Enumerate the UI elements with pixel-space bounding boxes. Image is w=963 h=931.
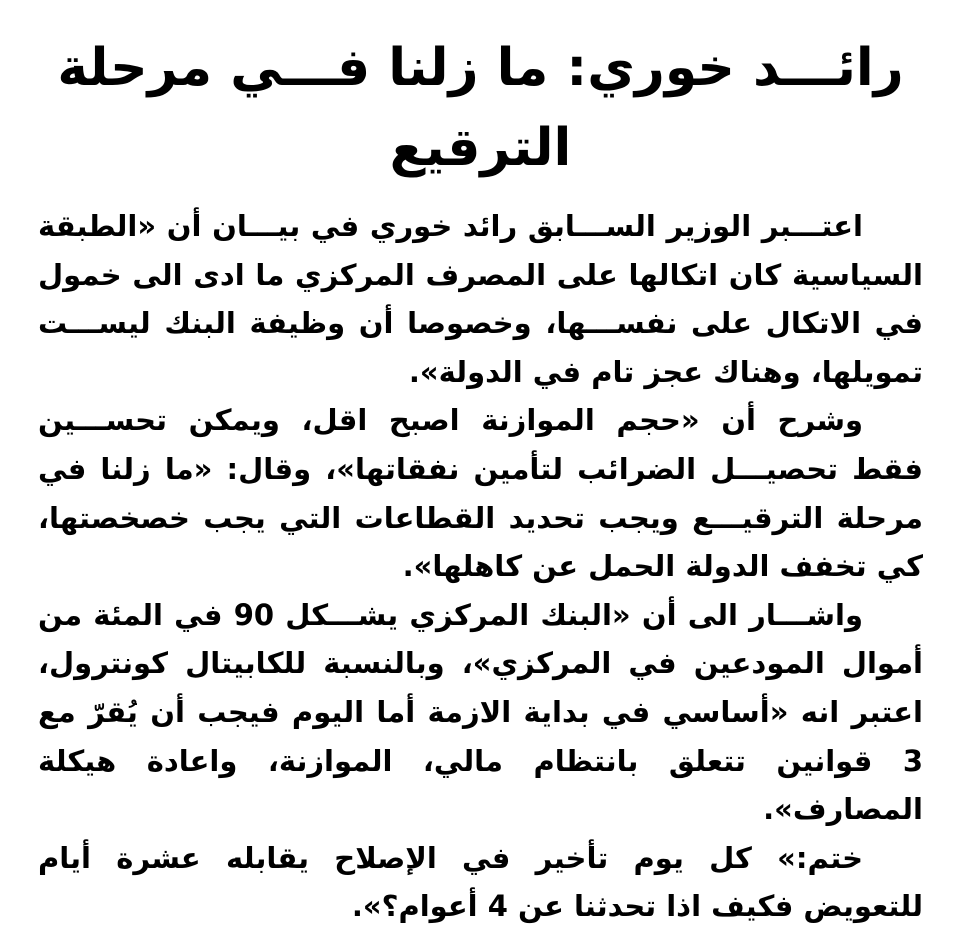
article-paragraph: وشرح أن «حجم الموازنة اصبح اقل، ويمكن تحســـين فقط تحصيـــل الضرائب لتأمين نفقاتها»، وقال: «ما زلنا في مرحلة الترقيـــع ويجب تحديد القطاعات التي يجب خصخصتها، كي تخفف الدولة الحمل عن كاهلها». (38, 403, 923, 584)
article-headline: رائـــد خوري: ما زلنا فـــي مرحلة الترقيع (57, 38, 904, 178)
news-article (38, 28, 923, 931)
article-paragraph: واشـــار الى أن «البنك المركزي يشـــكل 90 في المئة من أموال المودعين في المركزي»، وبالنسبة للكابيتال كونترول، اعتبر انه «أساسي في بداية الازمة أما اليوم فيجب أن يُقرّ مع 3 قوانين تتعلق بانتظام مالي، الموازنة، واعادة هيكلة المصارف». (38, 597, 923, 827)
article-paragraph: ختم:» كل يوم تأخير في الإصلاح يقابله عشرة أيام للتعويض فكيف اذا تحدثنا عن 4 أعوام؟». (38, 840, 923, 924)
article-paragraph: اعتـــبر الوزير الســـابق رائد خوري في بيـــان أن «الطبقة السياسية كان اتكالها على المصرف المركزي ما ادى الى خمول في الاتكال على نفســـها، وخصوصا أن وظيفة البنك ليســـت تمويلها، وهناك عجز تام في الدولة». (38, 209, 923, 389)
article-body (38, 202, 923, 931)
